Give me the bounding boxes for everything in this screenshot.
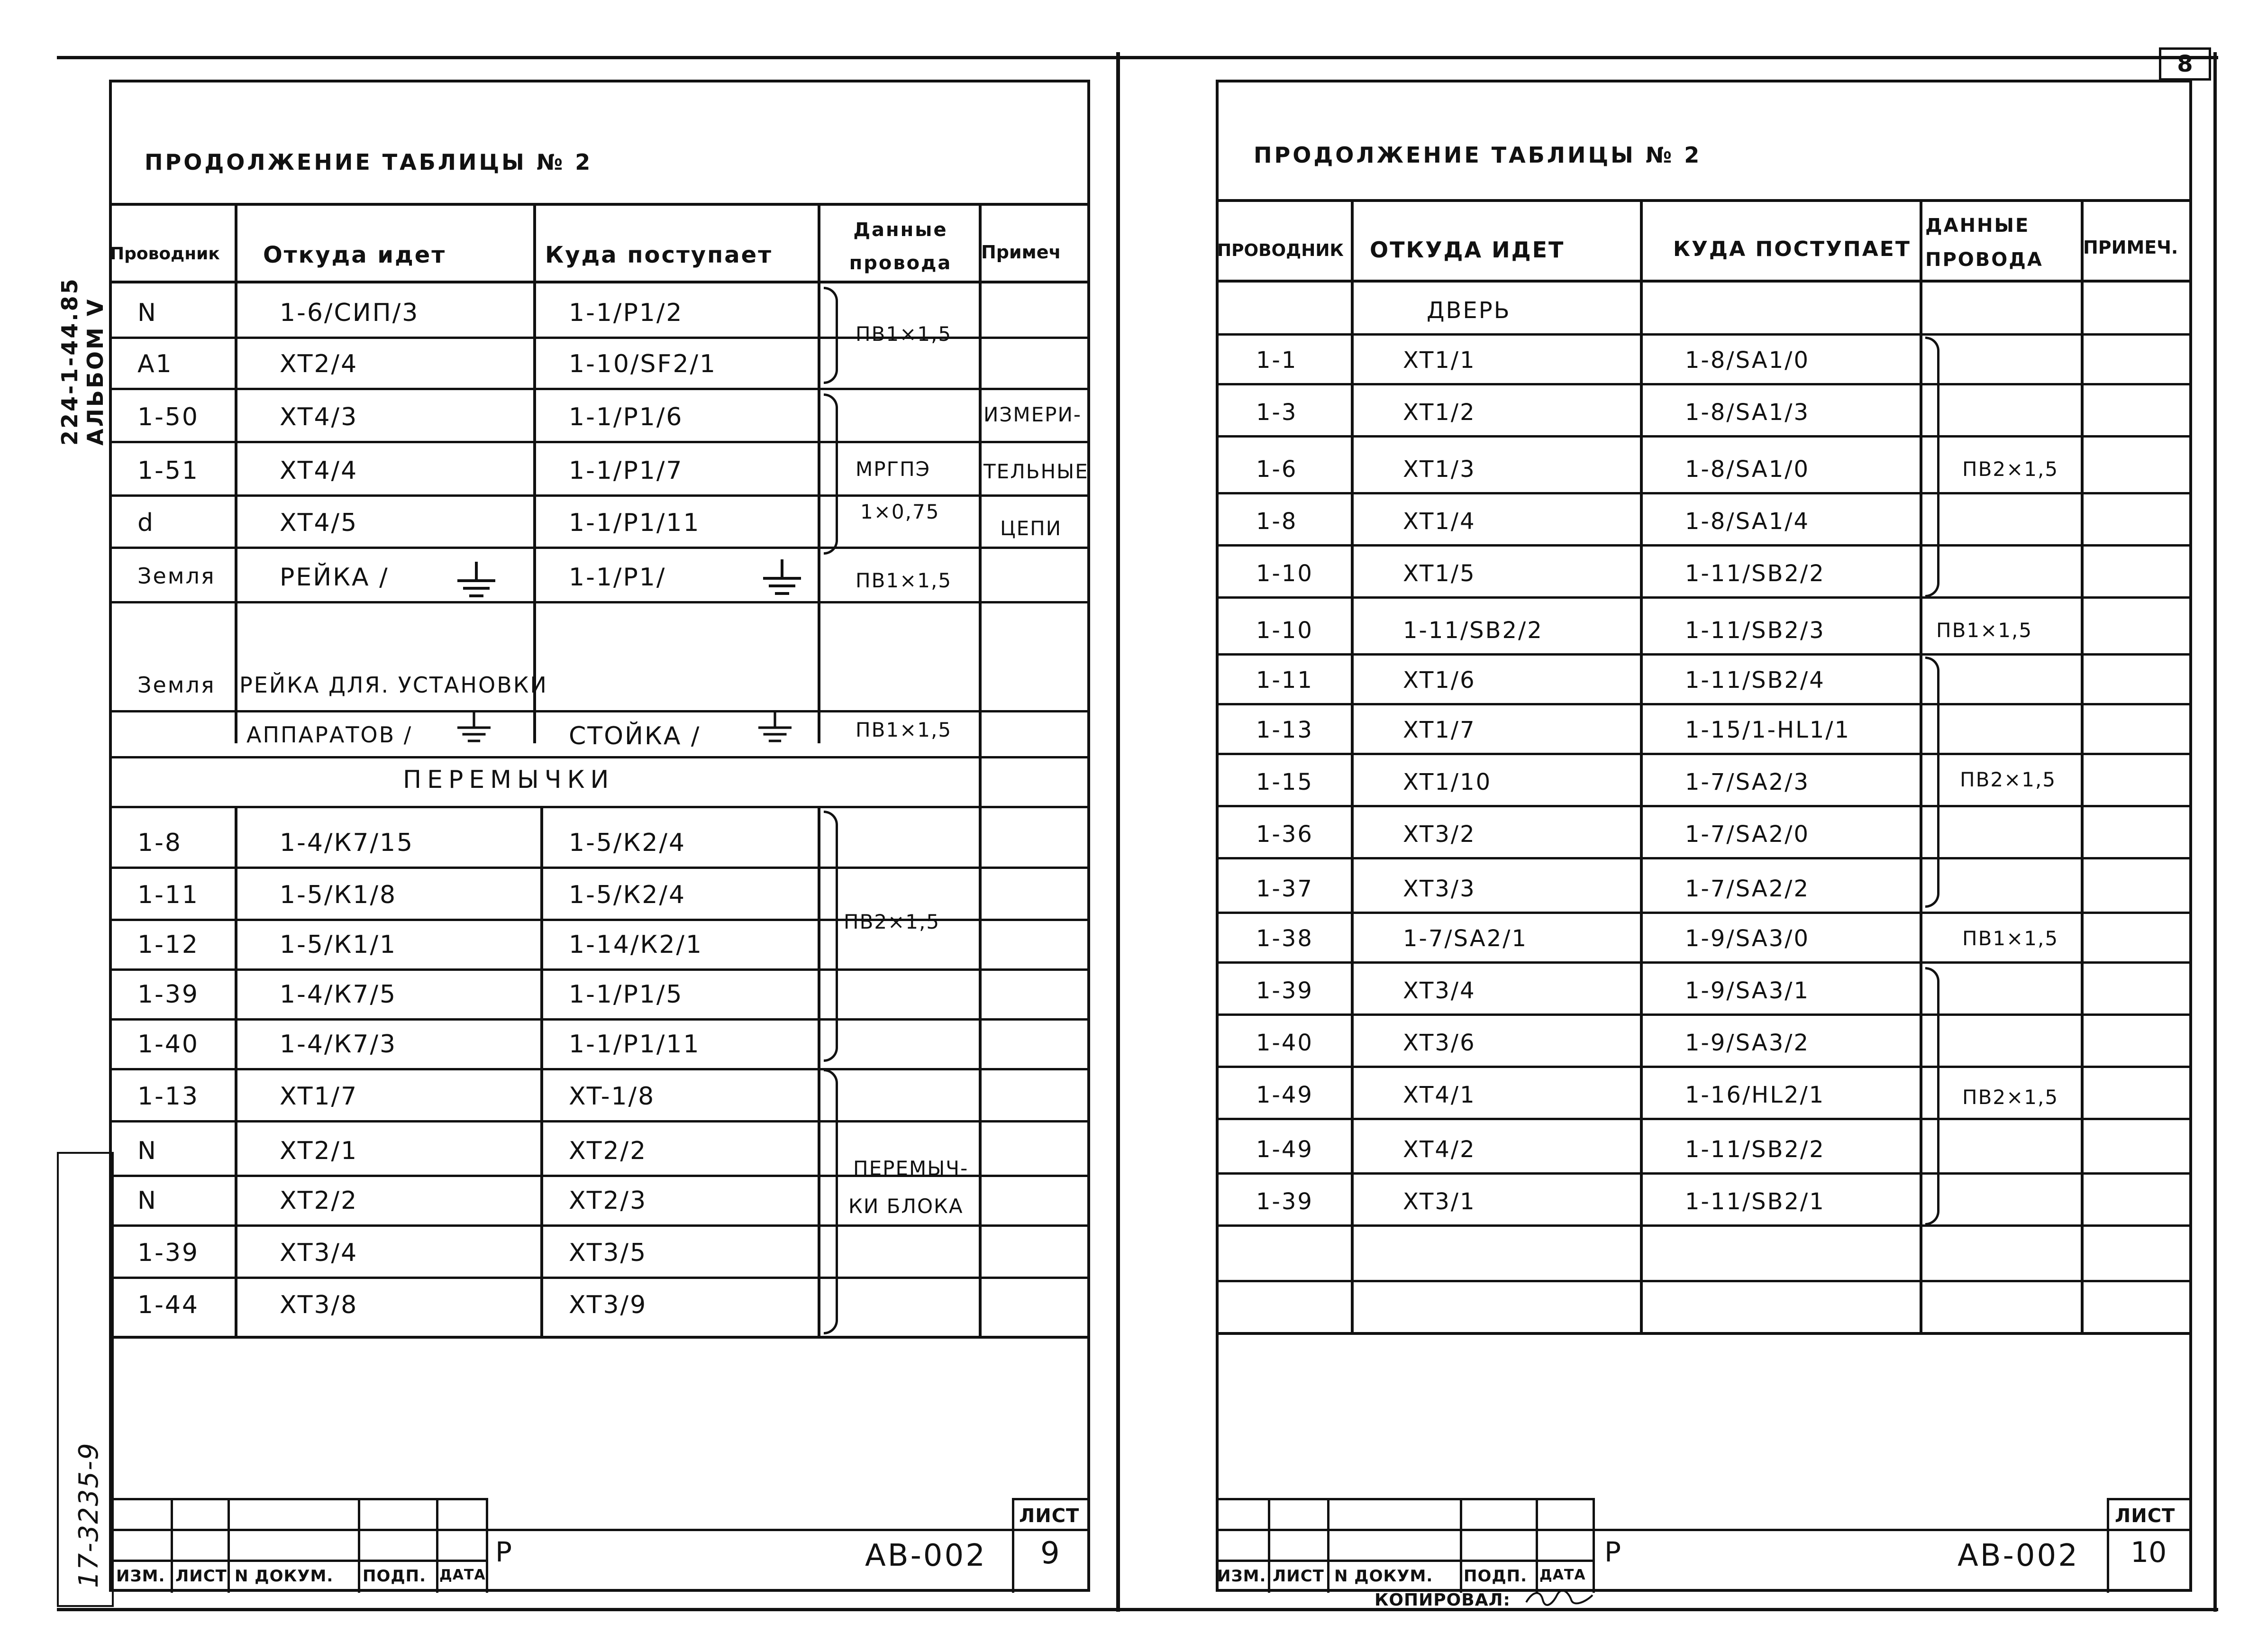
left-row-divider bbox=[109, 494, 1090, 497]
left-note-pv1-a: ПВ1×1,5 bbox=[856, 322, 952, 346]
left-cell-from: 1-6/СИП/3 bbox=[280, 299, 419, 327]
left-cell-from: XT3/4 bbox=[280, 1239, 358, 1267]
center-divider bbox=[1116, 52, 1120, 1612]
left-cell-from: XT2/2 bbox=[280, 1187, 358, 1215]
right-cell-from: ДВЕРЬ bbox=[1427, 297, 1511, 324]
left-row-divider bbox=[109, 1120, 1090, 1123]
right-brace-2 bbox=[1925, 657, 1939, 908]
right-stamp-list-no: 10 bbox=[2130, 1536, 2167, 1569]
left-col-header-from: Откуда идет bbox=[263, 242, 446, 268]
stamp-line bbox=[1216, 1498, 1595, 1500]
left-col-header-to: Куда поступает bbox=[545, 242, 773, 268]
right-stamp-list: ЛИСТ bbox=[1273, 1567, 1324, 1586]
left-cell-wire: 1-13 bbox=[137, 1082, 200, 1111]
right-header-bottom bbox=[1216, 280, 2192, 283]
right-cell-wire: 1-11 bbox=[1256, 667, 1313, 694]
right-cell-to: 1-9/SA3/0 bbox=[1685, 925, 1810, 952]
left-cell-wire: А1 bbox=[137, 350, 173, 378]
right-row-divider bbox=[1216, 435, 2192, 438]
left-brace-1 bbox=[824, 287, 838, 384]
left-cell-wire: 1-39 bbox=[137, 980, 200, 1009]
right-cell-to: 1-7/SA2/0 bbox=[1685, 821, 1810, 848]
right-cell-wire: 1-38 bbox=[1256, 925, 1313, 952]
left-section-divider bbox=[109, 806, 1090, 808]
left-cell-to: 1-5/К2/4 bbox=[569, 829, 686, 857]
stamp-line bbox=[1216, 1529, 2192, 1531]
left-cell-from: 1-4/К7/3 bbox=[280, 1030, 397, 1059]
stamp-line bbox=[1216, 1560, 1595, 1562]
left-cell-to: 1-1/Р1/7 bbox=[569, 456, 683, 485]
right-row-divider bbox=[1216, 703, 2192, 705]
left-note-mrgpe: МРГПЭ bbox=[856, 457, 931, 481]
left-cell-to: XT-1/8 bbox=[569, 1082, 656, 1111]
left-table-title: ПРОДОЛЖЕНИЕ ТАБЛИЦЫ № 2 bbox=[145, 149, 593, 175]
right-col-header-from: ОТКУДА ИДЕТ bbox=[1370, 237, 1565, 263]
left-stamp-data: ДАТА bbox=[439, 1567, 486, 1583]
right-cell-to: 1-9/SA3/1 bbox=[1685, 977, 1810, 1004]
right-cell-to: 1-11/SB2/4 bbox=[1685, 667, 1825, 694]
left-cell-from: XT2/1 bbox=[280, 1137, 358, 1165]
left-cell-wire: 1-8 bbox=[137, 829, 182, 857]
right-row-divider bbox=[1216, 1066, 2192, 1068]
right-cell-to: 1-9/SA3/2 bbox=[1685, 1030, 1810, 1056]
right-cell-from: XT1/5 bbox=[1403, 560, 1476, 587]
left-stamp-p: Р bbox=[495, 1536, 512, 1568]
right-cell-wire: 1-8 bbox=[1256, 508, 1298, 535]
right-cell-wire: 1-37 bbox=[1256, 876, 1313, 902]
stamp-line bbox=[358, 1498, 360, 1593]
right-stamp-podp: ПОДП. bbox=[1464, 1567, 1528, 1586]
stamp-line bbox=[171, 1498, 173, 1593]
right-stamp-ndok: N ДОКУМ. bbox=[1334, 1567, 1433, 1586]
left-row-divider bbox=[109, 1224, 1090, 1227]
left-cell-wire: N bbox=[137, 1187, 157, 1215]
right-cell-from: XT1/1 bbox=[1403, 347, 1476, 374]
inventory-number: 17-3235-9 bbox=[73, 1442, 104, 1588]
stamp-line bbox=[2107, 1498, 2109, 1593]
left-note-pv1-c: ПВ1×1,5 bbox=[856, 718, 952, 741]
left-row-divider bbox=[109, 388, 1090, 390]
left-cell-to: 1-1/Р1/5 bbox=[569, 980, 683, 1009]
left-row-divider bbox=[109, 547, 1090, 549]
left-note-jumper-1: ПЕРЕМЫЧ- bbox=[853, 1157, 969, 1180]
left-remark-2: ТЕЛЬНЫЕ bbox=[983, 460, 1089, 483]
right-row-divider bbox=[1216, 1224, 2192, 1227]
left-row-divider bbox=[109, 441, 1090, 443]
right-stamp-list-label: ЛИСТ bbox=[2115, 1505, 2176, 1527]
left-cell-from: XT1/7 bbox=[280, 1082, 358, 1111]
left-cell-from: АППАРАТОВ / bbox=[246, 722, 413, 748]
right-cell-to: 1-11/SB2/2 bbox=[1685, 1136, 1825, 1163]
right-row-divider bbox=[1216, 383, 2192, 385]
right-row-divider bbox=[1216, 596, 2192, 599]
right-col-header-data: ДАННЫЕ ПРОВОДА bbox=[1925, 215, 2043, 271]
left-col-header-data: Данные провода bbox=[849, 219, 952, 274]
stamp-line bbox=[109, 1560, 488, 1562]
right-cell-to: 1-7/SA2/2 bbox=[1685, 876, 1810, 902]
right-row-divider bbox=[1216, 912, 2192, 914]
right-cell-from: XT3/1 bbox=[1403, 1188, 1476, 1215]
right-cell-from: 1-7/SA2/1 bbox=[1403, 925, 1528, 952]
ground-icon bbox=[453, 562, 500, 600]
right-row-divider bbox=[1216, 1172, 2192, 1175]
left-cell-to: 1-1/Р1/6 bbox=[569, 403, 683, 431]
right-cell-wire: 1-39 bbox=[1256, 1188, 1313, 1215]
left-row-divider bbox=[109, 710, 1090, 712]
stamp-line bbox=[1536, 1498, 1538, 1593]
right-cell-from: XT3/2 bbox=[1403, 821, 1476, 848]
right-cell-from: XT1/10 bbox=[1403, 769, 1492, 795]
bottom-rule bbox=[57, 1608, 2218, 1611]
left-cell-to: 1-1/Р1/2 bbox=[569, 299, 683, 327]
right-row-divider bbox=[1216, 857, 2192, 859]
left-cell-from: XT4/5 bbox=[280, 509, 358, 537]
left-col3b bbox=[818, 806, 820, 1337]
page-number-box bbox=[2159, 47, 2211, 81]
right-col1 bbox=[1351, 199, 1354, 1332]
left-cell-wire: 1-12 bbox=[137, 931, 200, 959]
left-row-divider bbox=[109, 867, 1090, 869]
left-note-jumper-2: КИ БЛОКА bbox=[848, 1195, 964, 1218]
right-cell-wire: 1-3 bbox=[1256, 399, 1298, 426]
left-col3 bbox=[818, 203, 820, 743]
right-cell-from: XT1/2 bbox=[1403, 399, 1476, 426]
right-cell-wire: 1-13 bbox=[1256, 717, 1313, 743]
right-cell-from: XT1/4 bbox=[1403, 508, 1476, 535]
right-cell-to: 1-11/SB2/2 bbox=[1685, 560, 1825, 587]
right-cell-to: 1-15/1-HL1/1 bbox=[1685, 717, 1851, 743]
left-cell-wire: 1-39 bbox=[137, 1239, 200, 1267]
right-row-divider bbox=[1216, 805, 2192, 807]
stamp-line bbox=[1012, 1498, 1014, 1593]
left-col4 bbox=[979, 203, 982, 1336]
stamp-line bbox=[1460, 1498, 1462, 1593]
left-col-header-wire: Проводник bbox=[110, 244, 220, 264]
left-row-divider bbox=[109, 1068, 1090, 1070]
left-cell-from: РЕЙКА / bbox=[280, 563, 389, 592]
left-cell-from: РЕЙКА ДЛЯ. УСТАНОВКИ bbox=[239, 672, 548, 698]
right-cell-to: 1-8/SA1/4 bbox=[1685, 508, 1810, 535]
ground-icon bbox=[453, 711, 495, 744]
right-cell-wire: 1-36 bbox=[1256, 821, 1313, 848]
right-row-divider bbox=[1216, 653, 2192, 656]
left-cell-to: XT2/3 bbox=[569, 1187, 647, 1215]
stamp-line bbox=[109, 1529, 1090, 1531]
left-col2 bbox=[533, 203, 536, 743]
right-col-header-wire: ПРОВОДНИК bbox=[1217, 241, 1344, 260]
left-stamp-izm: ИЗМ. bbox=[116, 1567, 165, 1586]
left-row-divider bbox=[109, 601, 1090, 603]
left-stamp-list-label: ЛИСТ bbox=[1019, 1505, 1080, 1527]
left-cell-wire: 1-50 bbox=[137, 403, 200, 431]
left-note-075: 1×0,75 bbox=[860, 500, 940, 523]
right-edge bbox=[2213, 52, 2217, 1612]
left-stamp-podp: ПОДП. bbox=[363, 1567, 427, 1586]
left-cell-from: 1-5/К1/1 bbox=[280, 931, 397, 959]
left-col2b bbox=[540, 806, 543, 1337]
stamp-line bbox=[2107, 1498, 2192, 1500]
stamp-line bbox=[109, 1498, 488, 1500]
right-col4 bbox=[2081, 199, 2084, 1332]
left-cell-to: СТОЙКА / bbox=[569, 722, 701, 750]
album-label: 224-1-44.85 АЛЬБОМ V bbox=[57, 277, 108, 446]
left-row-divider bbox=[109, 1018, 1090, 1021]
left-cell-wire: 1-11 bbox=[137, 881, 200, 909]
right-header-top bbox=[1216, 199, 2192, 202]
left-cell-to: 1-5/К2/4 bbox=[569, 881, 686, 909]
right-cell-to: 1-16/HL2/1 bbox=[1685, 1082, 1825, 1108]
left-cell-wire: 1-51 bbox=[137, 456, 200, 485]
left-cell-wire: N bbox=[137, 1137, 157, 1165]
left-row-divider bbox=[109, 919, 1090, 921]
right-cell-from: XT3/4 bbox=[1403, 977, 1476, 1004]
left-section-heading: ПЕРЕМЫЧКИ bbox=[403, 766, 615, 794]
left-cell-from: XT4/4 bbox=[280, 456, 358, 485]
right-note-pv2-a: ПВ2×1,5 bbox=[1962, 457, 2059, 481]
right-cell-to: 1-11/SB2/3 bbox=[1685, 617, 1825, 644]
right-table-end bbox=[1216, 1332, 2192, 1335]
left-cell-wire: 1-44 bbox=[137, 1291, 200, 1319]
top-rule bbox=[57, 56, 2218, 59]
left-cell-to: XT3/5 bbox=[569, 1239, 647, 1267]
right-note-pv1-b: ПВ1×1,5 bbox=[1962, 927, 2059, 950]
left-cell-from: 1-4/К7/5 bbox=[280, 980, 397, 1009]
right-cell-to: 1-8/SA1/0 bbox=[1685, 456, 1810, 483]
left-cell-to: 1-14/К2/1 bbox=[569, 931, 703, 959]
left-stamp-list-no: 9 bbox=[1040, 1536, 1060, 1571]
right-cell-from: XT4/2 bbox=[1403, 1136, 1476, 1163]
signature-icon bbox=[1524, 1586, 1595, 1609]
left-cell-wire: d bbox=[137, 509, 155, 537]
left-cell-from: XT2/4 bbox=[280, 350, 358, 378]
right-col-header-to: КУДА ПОСТУПАЕТ bbox=[1673, 237, 1911, 261]
left-row-divider bbox=[109, 1277, 1090, 1279]
right-cell-wire: 1-15 bbox=[1256, 769, 1313, 795]
right-cell-to: 1-8/SA1/3 bbox=[1685, 399, 1810, 426]
left-cell-to: XT3/9 bbox=[569, 1291, 647, 1319]
right-cell-to: 1-7/SA2/3 bbox=[1685, 769, 1810, 795]
left-cell-from: 1-5/К1/8 bbox=[280, 881, 397, 909]
right-col2 bbox=[1640, 199, 1643, 1332]
left-cell-from: 1-4/К7/15 bbox=[280, 829, 414, 857]
right-row-divider bbox=[1216, 333, 2192, 336]
right-cell-from: XT3/3 bbox=[1403, 876, 1476, 902]
left-cell-wire: 1-40 bbox=[137, 1030, 200, 1059]
left-cell-to: 1-1/Р1/11 bbox=[569, 1030, 701, 1059]
right-row-divider bbox=[1216, 753, 2192, 755]
right-cell-wire: 1-39 bbox=[1256, 977, 1313, 1004]
stamp-line bbox=[486, 1498, 488, 1593]
left-cell-to: 1-10/SF2/1 bbox=[569, 350, 717, 378]
right-cell-from: XT1/3 bbox=[1403, 456, 1476, 483]
left-note-pv2: ПВ2×1,5 bbox=[844, 910, 940, 933]
left-cell-to: XT2/2 bbox=[569, 1137, 647, 1165]
left-cell-from: XT3/8 bbox=[280, 1291, 358, 1319]
left-note-pv1-b: ПВ1×1,5 bbox=[856, 569, 952, 592]
left-stamp-ndok: N ДОКУМ. bbox=[235, 1567, 334, 1586]
right-cell-to: 1-8/SA1/0 bbox=[1685, 347, 1810, 374]
right-brace-3 bbox=[1925, 967, 1939, 1225]
right-row-divider bbox=[1216, 1280, 2192, 1282]
left-brace-4 bbox=[824, 1069, 838, 1334]
right-row-divider bbox=[1216, 492, 2192, 494]
right-cell-from: XT3/6 bbox=[1403, 1030, 1476, 1056]
stamp-line bbox=[1268, 1498, 1270, 1593]
left-stamp-code: АВ-002 bbox=[865, 1538, 987, 1573]
right-cell-wire: 1-6 bbox=[1256, 456, 1298, 483]
right-col3 bbox=[1920, 199, 1922, 1332]
copied-by-label: КОПИРОВАЛ: bbox=[1375, 1590, 1511, 1610]
left-cell-wire: Земля bbox=[137, 672, 216, 698]
left-brace-3 bbox=[824, 811, 838, 1062]
right-stamp-p: Р bbox=[1604, 1536, 1621, 1568]
left-cell-from: XT4/3 bbox=[280, 403, 358, 431]
stamp-line bbox=[1327, 1498, 1329, 1593]
right-row-divider bbox=[1216, 544, 2192, 547]
left-cell-to: 1-1/Р1/ bbox=[569, 563, 666, 592]
left-cell-wire: N bbox=[137, 299, 157, 327]
left-col-header-note: Примеч bbox=[981, 242, 1061, 263]
right-cell-from: XT1/6 bbox=[1403, 667, 1476, 694]
side-stamp-box bbox=[57, 1152, 114, 1607]
left-brace-2 bbox=[824, 393, 838, 555]
page-number: 8 bbox=[2177, 51, 2193, 77]
right-col-header-note: ПРИМЕЧ. bbox=[2083, 237, 2178, 258]
right-cell-wire: 1-49 bbox=[1256, 1082, 1313, 1108]
left-header-top bbox=[109, 203, 1090, 206]
right-row-divider bbox=[1216, 1118, 2192, 1120]
left-remark-1: ИЗМЕРИ- bbox=[983, 403, 1082, 426]
left-cell-wire: Земля bbox=[137, 563, 216, 589]
stamp-line bbox=[1593, 1498, 1595, 1593]
stamp-line bbox=[228, 1498, 230, 1593]
right-table-title: ПРОДОЛЖЕНИЕ ТАБЛИЦЫ № 2 bbox=[1254, 142, 1702, 168]
right-cell-from: XT1/7 bbox=[1403, 717, 1476, 743]
right-note-pv1-a: ПВ1×1,5 bbox=[1936, 619, 2033, 642]
left-header-bottom bbox=[109, 281, 1090, 283]
right-stamp-izm: ИЗМ. bbox=[1217, 1567, 1266, 1586]
right-row-divider bbox=[1216, 1013, 2192, 1016]
left-row-divider bbox=[109, 968, 1090, 971]
right-cell-wire: 1-1 bbox=[1256, 347, 1298, 374]
stamp-line bbox=[1012, 1498, 1090, 1500]
ground-icon bbox=[754, 711, 796, 744]
right-cell-to: 1-11/SB2/1 bbox=[1685, 1188, 1825, 1215]
left-section-divider bbox=[109, 756, 1090, 758]
left-remark-3: ЦЕПИ bbox=[1000, 517, 1062, 540]
left-stamp-list: ЛИСТ bbox=[175, 1567, 227, 1586]
right-brace-1 bbox=[1925, 337, 1939, 597]
right-note-pv2-c: ПВ2×1,5 bbox=[1962, 1086, 2059, 1109]
right-stamp-code: АВ-002 bbox=[1957, 1538, 2079, 1573]
right-cell-from: 1-11/SB2/2 bbox=[1403, 617, 1543, 644]
right-cell-wire: 1-40 bbox=[1256, 1030, 1313, 1056]
right-cell-from: XT4/1 bbox=[1403, 1082, 1476, 1108]
right-cell-wire: 1-49 bbox=[1256, 1136, 1313, 1163]
ground-icon bbox=[758, 559, 806, 597]
right-note-pv2-b: ПВ2×1,5 bbox=[1960, 768, 2057, 791]
left-cell-to: 1-1/Р1/11 bbox=[569, 509, 701, 537]
right-cell-wire: 1-10 bbox=[1256, 617, 1313, 644]
left-col1 bbox=[235, 203, 237, 743]
left-table-end bbox=[109, 1336, 1090, 1339]
right-cell-wire: 1-10 bbox=[1256, 560, 1313, 587]
right-stamp-data: ДАТА bbox=[1539, 1567, 1586, 1583]
stamp-line bbox=[436, 1498, 438, 1593]
left-col1b bbox=[235, 806, 237, 1337]
right-row-divider bbox=[1216, 961, 2192, 964]
